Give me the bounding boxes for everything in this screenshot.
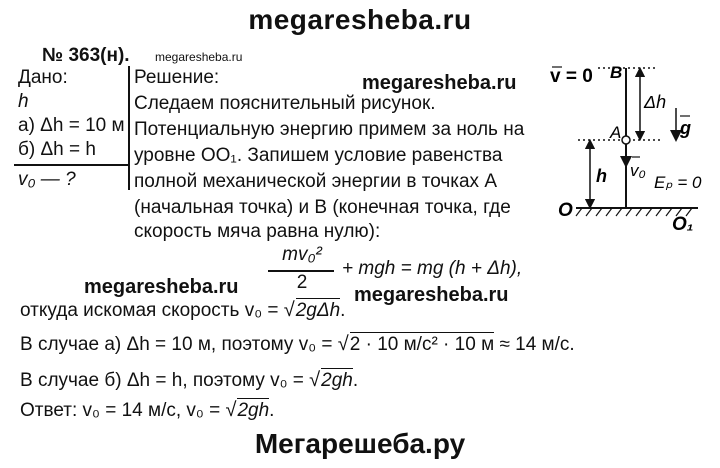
label-o1: O₁: [672, 214, 694, 235]
from-sqrt: 2gΔh: [295, 300, 341, 321]
ball-icon: [622, 136, 630, 144]
sqrt-sign: √: [309, 369, 321, 391]
answer-line: Ответ: v₀ = 14 м/с, v₀ = √2gh.: [20, 399, 275, 421]
site-footer: Мегарешеба.ру: [254, 428, 466, 459]
watermark-right: megaresheba.ru: [354, 284, 509, 306]
equation-rest: + mgh = mg (h + Δh),: [342, 258, 523, 279]
given-b: б) Δh = h: [18, 139, 96, 160]
label-g: g: [680, 118, 691, 138]
given-divider: [14, 164, 128, 166]
sqrt-sign: √: [283, 299, 295, 321]
equation-numerator: mv₀²: [282, 244, 322, 265]
case-b-text: В случае б) Δh = h, поэтому v₀ =: [20, 370, 304, 391]
watermark-left: megaresheba.ru: [84, 276, 239, 298]
solution-line-3: уровне OO₁. Запишем условие равенства: [134, 145, 503, 166]
solution-title: Решение:: [134, 67, 220, 88]
solution-line-2: Потенциальную энергию примем за ноль на: [134, 119, 525, 140]
case-a-sqrt: 2 · 10 м/с² · 10 м: [349, 334, 495, 355]
watermark-mid: megaresheba.ru: [362, 72, 517, 94]
equation-denominator: 2: [296, 272, 308, 293]
solution-line-1: Следаем пояснительный рисунок.: [134, 93, 436, 114]
label-ep: Eₚ = 0: [654, 173, 702, 192]
label-a: A: [610, 123, 622, 142]
from-text: откуда искомая скорость v₀ =: [20, 300, 279, 321]
solution-line-6: скорость мяча равна нулю):: [134, 221, 381, 242]
physics-diagram: [548, 58, 718, 238]
label-o: O: [558, 200, 573, 221]
label-v-zero: v = 0: [550, 66, 593, 87]
case-b-sqrt: 2gh: [321, 370, 353, 391]
given-title: Дано:: [18, 67, 68, 88]
answer-sqrt: 2gh: [237, 400, 270, 421]
case-a-text: В случае а) Δh = 10 м, поэтому v₀ =: [20, 334, 333, 355]
label-delta-h: Δh: [644, 92, 667, 112]
sqrt-sign: √: [225, 399, 237, 421]
given-separator: [128, 66, 130, 190]
label-b: B: [610, 63, 623, 82]
label-h: h: [596, 166, 607, 186]
given-find: v₀ — ?: [18, 169, 76, 190]
case-b-line: В случае б) Δh = h, поэтому v₀ = √2gh.: [20, 369, 359, 391]
watermark-small: megaresheba.ru: [155, 50, 243, 64]
given-h: h: [18, 91, 29, 112]
site-header: megaresheba.ru: [248, 4, 472, 35]
solution-line-5: (начальная точка) и B (конечная точка, где: [134, 197, 511, 218]
problem-number: № 363(н).: [42, 45, 130, 66]
answer-text: Ответ: v₀ = 14 м/с, v₀ =: [20, 400, 221, 421]
given-a: а) Δh = 10 м: [18, 115, 125, 136]
solution-line-4: полной механической энергии в точках A: [134, 171, 498, 192]
case-a-result: ≈ 14 м/с.: [499, 334, 575, 355]
case-a-line: [20, 332, 575, 357]
from-line: откуда искомая скорость v₀ = √2gΔh.: [20, 299, 346, 321]
sqrt-sign: √: [337, 333, 349, 355]
label-v0: v₀: [630, 161, 646, 180]
